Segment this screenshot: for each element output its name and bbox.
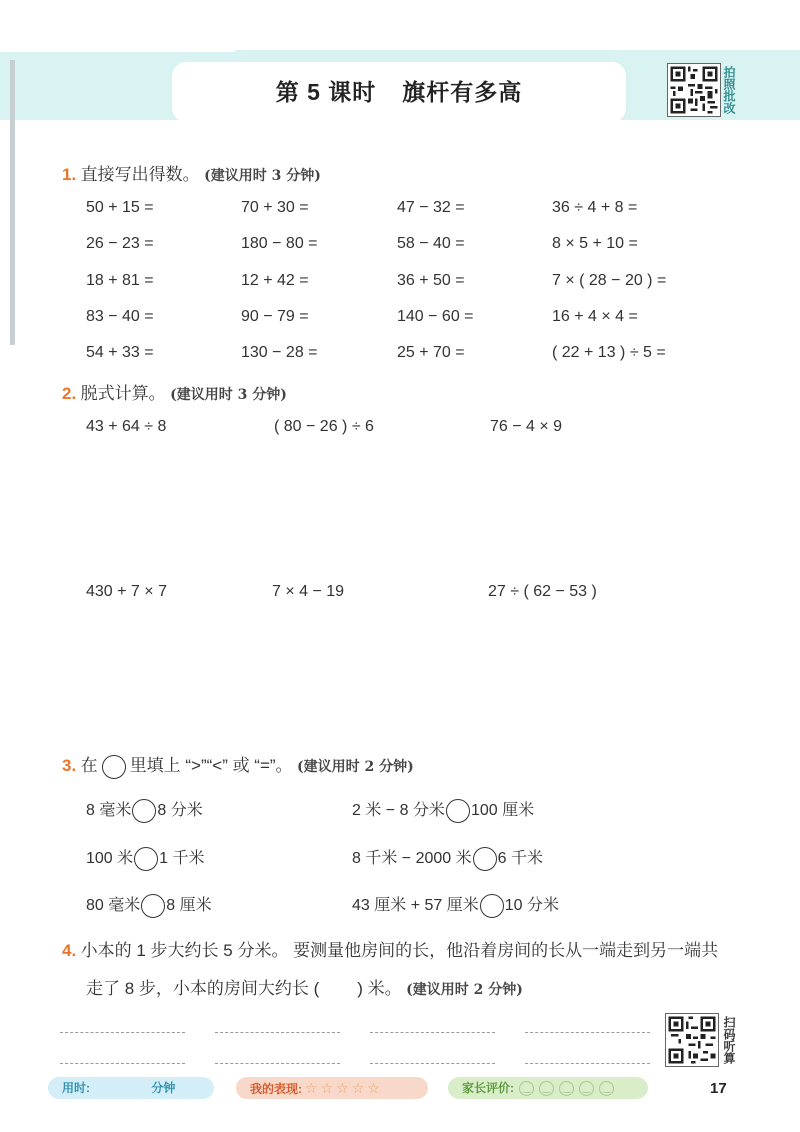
compare-answer-circle[interactable]: [134, 847, 158, 871]
oral-calc-item: 50 + 15 =: [86, 199, 154, 216]
rating-star-icon[interactable]: ☆: [351, 1080, 365, 1096]
question-number: 4.: [62, 941, 77, 960]
qr-label-grade: 拍照批改: [722, 66, 736, 114]
oral-calc-item: 25 + 70 =: [397, 344, 465, 362]
question-number: 2.: [62, 384, 77, 403]
question-text-end: 里填上 “>”“<” 或 “=”。: [129, 756, 293, 775]
time-hint: (建议用时 2 分钟): [406, 982, 523, 998]
answer-line[interactable]: [525, 1063, 650, 1064]
compare-answer-circle[interactable]: [473, 847, 497, 871]
compare-item: 100 米 1 千米: [86, 845, 205, 871]
oral-calc-item: 18 + 81 =: [86, 271, 154, 289]
oral-calc-item: 180 − 80 =: [241, 235, 318, 253]
oral-calc-item: 8 × 5 + 10 =: [552, 235, 638, 253]
oral-calc-item: 36 ÷ 4 + 8 =: [552, 199, 638, 216]
step-calc-expression: 76 − 4 × 9: [490, 418, 563, 435]
smiley-icon[interactable]: ‿: [579, 1081, 594, 1096]
rating-star-icon[interactable]: ☆: [336, 1080, 349, 1096]
rating-star-icon[interactable]: ☆: [367, 1080, 380, 1096]
oral-calc-item: 7 × ( 28 − 20 ) =: [552, 271, 667, 289]
time-hint: (建议用时 3 分钟): [204, 168, 321, 184]
smiley-icon[interactable]: ‿: [539, 1081, 554, 1096]
step-calc-expression: 43 + 64 ÷ 8: [86, 418, 167, 435]
oral-calc-item: 16 + 4 × 4 =: [552, 307, 638, 325]
oral-calc-item: 54 + 33 =: [86, 344, 154, 362]
time-used-pill: [48, 1077, 214, 1099]
page-edge-bar: [10, 60, 15, 345]
question-text: 小本的 1 步大约长 5 分米。 要测量他房间的长，他沿着房间的长从一端走到另一端共: [80, 941, 719, 960]
question-number: 1.: [62, 165, 77, 184]
compare-item: 2 米 − 8 分米 100 厘米: [352, 797, 534, 823]
oral-calc-item: 12 + 42 =: [241, 271, 309, 289]
time-hint: (建议用时 2 分钟): [297, 759, 414, 775]
compare-item: 8 毫米 8 分米: [86, 797, 203, 823]
oral-calc-item: 90 − 79 =: [241, 307, 309, 325]
answer-line[interactable]: [60, 1063, 185, 1064]
answer-line[interactable]: [370, 1032, 495, 1033]
step-calc-expression: 430 + 7 × 7: [86, 583, 167, 600]
question-2-heading: [62, 379, 287, 404]
compare-answer-circle[interactable]: [480, 894, 504, 918]
rating-star-icon[interactable]: ☆: [320, 1080, 334, 1096]
answer-line[interactable]: [215, 1032, 340, 1033]
qr-code-icon[interactable]: [665, 1013, 719, 1067]
compare-answer-circle[interactable]: [446, 799, 470, 823]
smiley-icon[interactable]: ‿: [599, 1081, 614, 1096]
question-text-start: 在: [80, 756, 98, 775]
page-number: 17: [710, 1080, 727, 1097]
question-text: 直接写出得数。: [80, 165, 200, 184]
qr-label-listen: 扫码听算: [722, 1016, 736, 1064]
question-text: 脱式计算。: [80, 384, 166, 403]
performance-label: 我的表现:: [250, 1082, 302, 1096]
answer-circle-sample: [102, 755, 126, 779]
answer-line[interactable]: [525, 1032, 650, 1033]
compare-answer-circle[interactable]: [141, 894, 165, 918]
question-number: 3.: [62, 756, 77, 775]
oral-calc-item: 83 − 40 =: [86, 307, 154, 325]
header-strip: [0, 40, 235, 52]
time-unit: 分钟: [151, 1081, 176, 1095]
oral-calc-item: 70 + 30 =: [241, 199, 309, 216]
oral-calc-item: ( 22 + 13 ) ÷ 5 =: [552, 344, 666, 362]
smiley-icon[interactable]: ‿: [519, 1081, 534, 1096]
time-hint: (建议用时 3 分钟): [170, 387, 287, 403]
answer-line[interactable]: [215, 1063, 340, 1064]
self-rating-pill: [236, 1077, 428, 1099]
step-calc-expression: ( 80 − 26 ) ÷ 6: [274, 418, 374, 435]
oral-calc-item: 26 − 23 =: [86, 235, 154, 253]
lesson-title: 旗杆有多高: [402, 79, 523, 105]
oral-calc-item: 36 + 50 =: [397, 271, 465, 289]
oral-calc-item: 58 − 40 =: [397, 235, 465, 253]
parent-label: 家长评价:: [462, 1081, 514, 1095]
compare-item: 8 千米 − 2000 米 6 千米: [352, 845, 543, 871]
oral-calc-item: 130 − 28 =: [241, 344, 318, 362]
answer-line[interactable]: [60, 1032, 185, 1033]
question-4-line-1: [62, 936, 718, 961]
parent-rating-pill: [448, 1077, 648, 1099]
rating-star-icon[interactable]: ☆: [305, 1080, 318, 1096]
oral-calc-item: 140 − 60 =: [397, 307, 474, 325]
time-label: 用时:: [62, 1081, 90, 1095]
oral-calc-item: 47 − 32 =: [397, 199, 465, 216]
page-title: [172, 74, 626, 107]
smiley-icon[interactable]: ‿: [559, 1081, 574, 1096]
step-calc-expression: 7 × 4 − 19: [272, 583, 345, 600]
question-4-line-2: 走了 8 步，小本的房间大约长 ( ) 米。 (建议用时 2 分钟): [86, 979, 523, 998]
qr-code-icon[interactable]: [667, 63, 721, 117]
compare-item: 80 毫米 8 厘米: [86, 892, 212, 918]
question-3-heading: [62, 751, 414, 779]
question-1-heading: [62, 160, 321, 185]
compare-item: 43 厘米 + 57 厘米 10 分米: [352, 892, 559, 918]
answer-line[interactable]: [370, 1063, 495, 1064]
lesson-number: 第 5 课时: [275, 79, 377, 105]
step-calc-expression: 27 ÷ ( 62 − 53 ): [488, 583, 597, 600]
compare-answer-circle[interactable]: [132, 799, 156, 823]
